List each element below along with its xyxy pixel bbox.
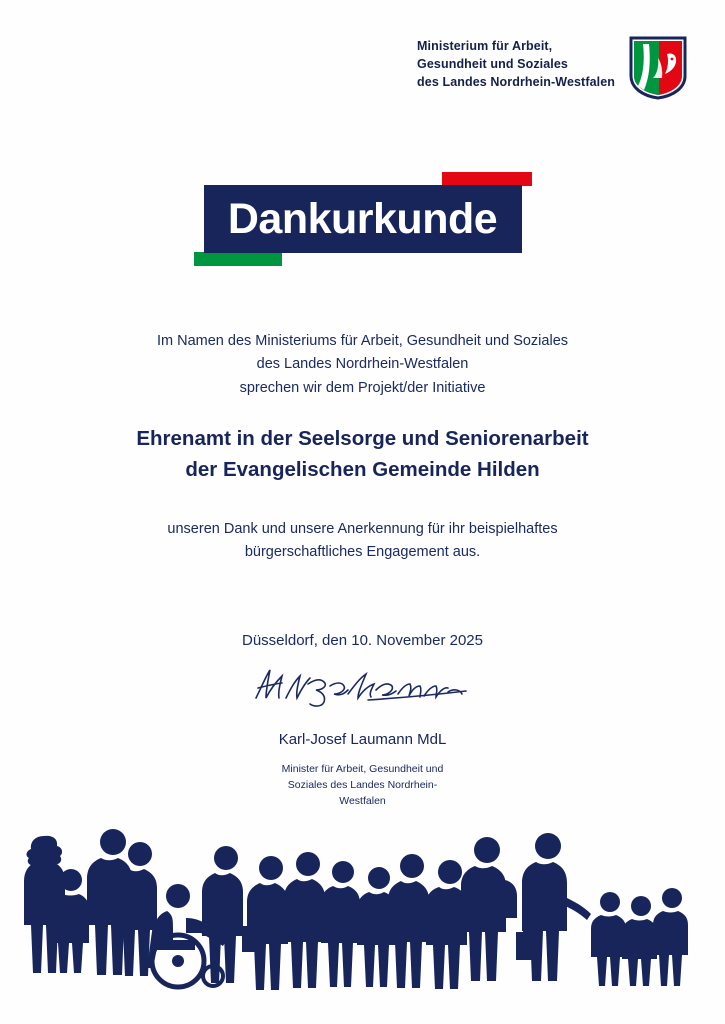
signatory-name: Karl-Josef Laumann MdL xyxy=(278,731,447,748)
signatory-role xyxy=(0,762,725,810)
place-and-date: Düsseldorf, den 10. November 2025 xyxy=(242,632,483,649)
title-block xyxy=(0,172,725,272)
closing-line-2: bürgerschaftliches Engagement aus. xyxy=(244,544,481,561)
title-banner xyxy=(204,185,522,253)
intro-line-1: Im Namen des Ministeriums für Arbeit, Gesundheit und Soziales xyxy=(156,333,569,349)
intro-line-3: sprechen wir dem Projekt/der Initiative xyxy=(239,379,486,396)
closing-paragraph xyxy=(0,518,725,565)
recipient-line-2: der Evangelischen Gemeinde Hilden xyxy=(185,457,540,481)
recipient-line-1: Ehrenamt in der Seelsorge und Seniorenarbeit xyxy=(136,427,589,450)
ministry-name xyxy=(417,36,615,91)
header xyxy=(417,36,687,100)
signature-image xyxy=(0,664,725,712)
accent-bar-green xyxy=(194,252,282,266)
intro-paragraph xyxy=(0,330,725,400)
page-title: Dankurkunde xyxy=(227,194,498,243)
ministry-line-2: Gesundheit und Soziales xyxy=(417,56,568,71)
closing-line-1: unseren Dank und unsere Anerkennung für ihr beispielhaftes xyxy=(167,521,558,537)
ministry-line-3: des Landes Nordrhein-Westfalen xyxy=(417,74,615,89)
signatory-role-line-3: Westfalen xyxy=(339,794,386,807)
accent-bar-red xyxy=(442,172,532,186)
ministry-line-1: Ministerium für Arbeit, xyxy=(417,39,553,53)
nrw-coat-of-arms-icon xyxy=(629,36,687,100)
intro-line-2: des Landes Nordrhein-Westfalen xyxy=(256,356,469,373)
signatory-role-line-1: Minister für Arbeit, Gesundheit und xyxy=(281,763,444,775)
signatory-role-line-2: Soziales des Landes Nordrhein- xyxy=(287,778,438,791)
people-silhouettes-illustration xyxy=(0,806,725,1006)
recipient-name xyxy=(0,424,725,486)
